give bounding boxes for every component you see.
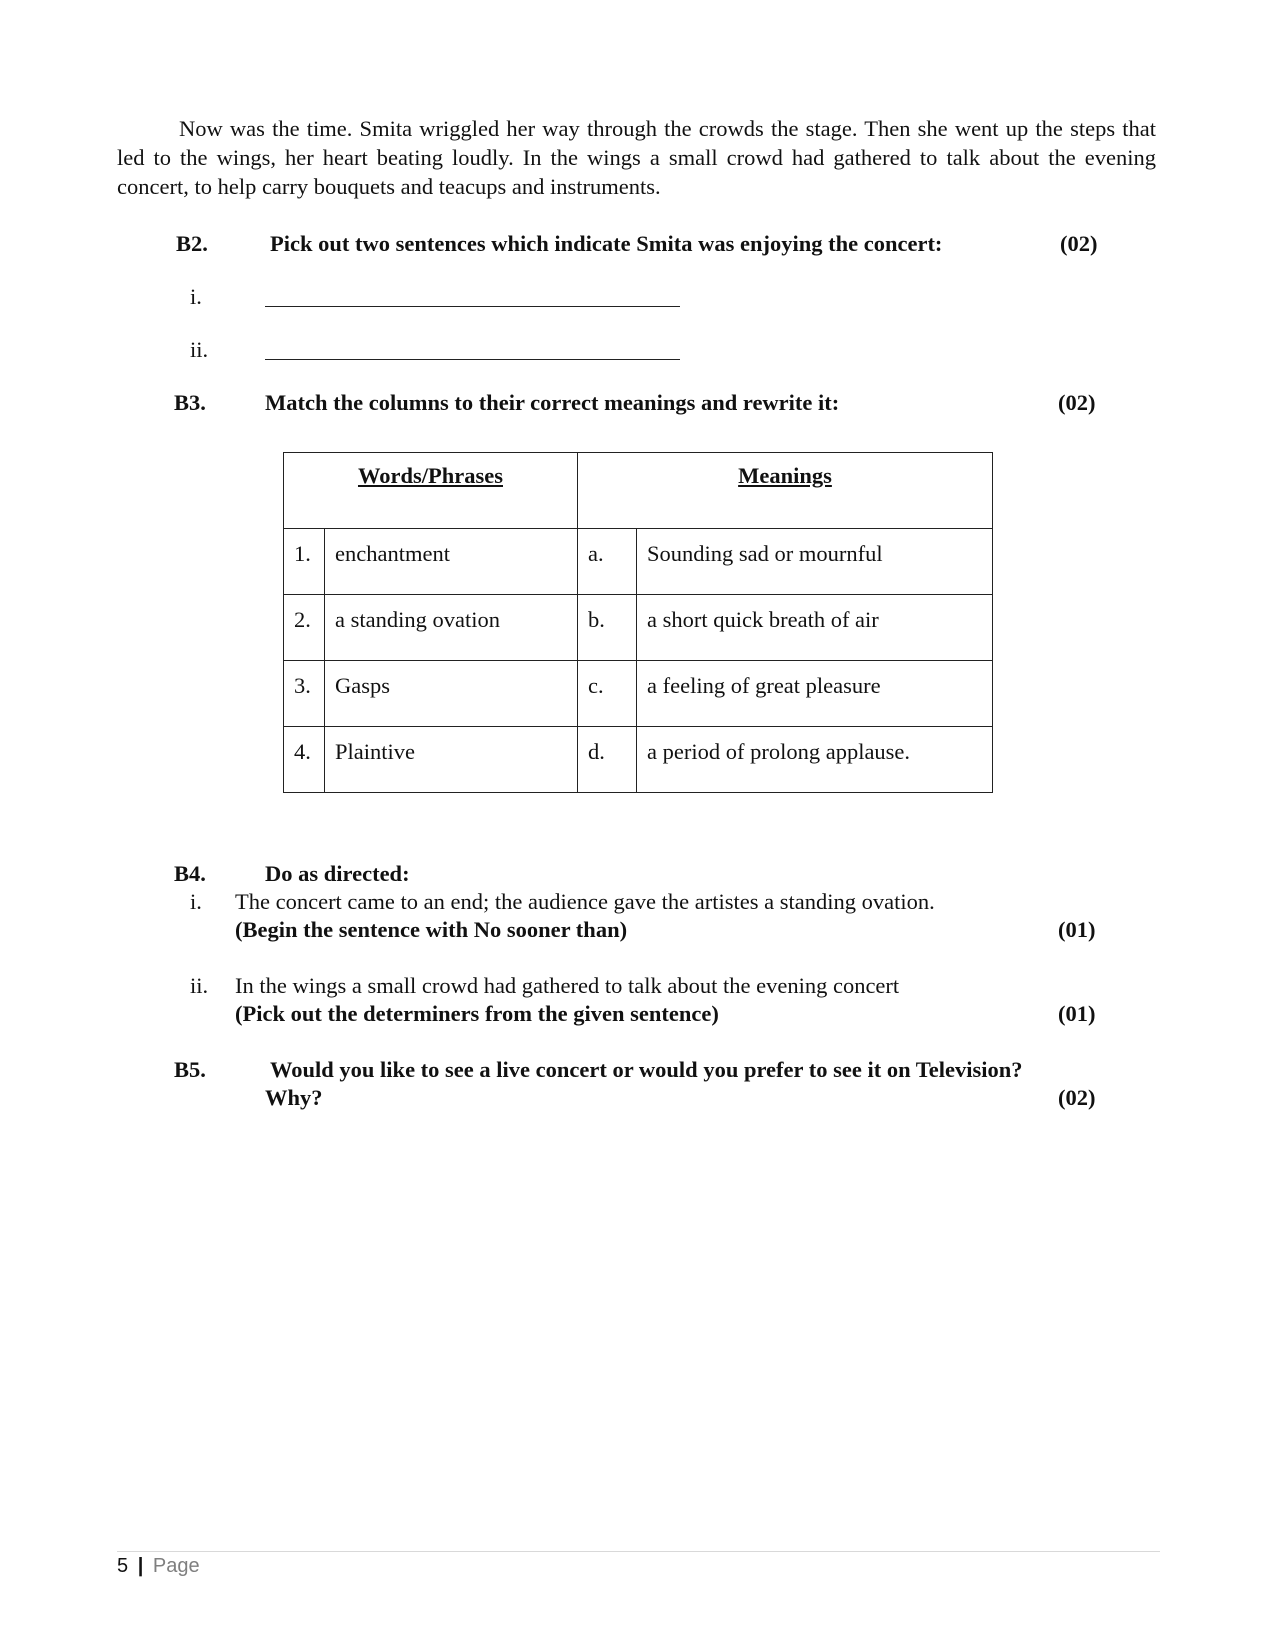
b2-label: B2. xyxy=(176,231,208,256)
b4-item-i-text: The concert came to an end; the audience gave the artistes a standing ovation. xyxy=(235,889,935,914)
row-letter: d. xyxy=(578,727,637,793)
b4-item-ii-text: In the wings a small crowd had gathered to talk about the evening concert xyxy=(235,973,900,998)
row-letter: a. xyxy=(578,529,637,595)
b2-answer-line-i[interactable] xyxy=(265,306,680,307)
b3-label: B3. xyxy=(174,390,206,415)
page-label: Page xyxy=(152,1555,200,1577)
footer-divider xyxy=(117,1551,1160,1552)
b2-item-i-label: i. xyxy=(190,284,202,309)
row-meaning: Sounding sad or mournful xyxy=(637,529,993,595)
b4-label: B4. xyxy=(174,861,206,886)
b5-marks: (02) xyxy=(1058,1085,1096,1110)
b5-question: Would you like to see a live concert or would you prefer to see it on Television? xyxy=(270,1057,1023,1082)
row-word: a standing ovation xyxy=(325,595,578,661)
b2-answer-line-ii[interactable] xyxy=(265,359,680,360)
row-number: 4. xyxy=(284,727,325,793)
b4-item-ii-instruction: (Pick out the determiners from the given sentence) xyxy=(235,1001,719,1026)
b4-item-ii-number: ii. xyxy=(190,973,209,998)
row-meaning: a feeling of great pleasure xyxy=(637,661,993,727)
b4-item-i-marks: (01) xyxy=(1058,917,1096,942)
match-table-header xyxy=(284,453,993,529)
b2-question: Pick out two sentences which indicate Smita was enjoying the concert: xyxy=(270,231,943,256)
b2-marks: (02) xyxy=(1060,231,1098,256)
table-row xyxy=(284,661,993,727)
passage-text: Now was the time. Smita wriggled her way through the crowds the stage. Then she went up the steps that led to the wings, her heart beating loudly. In the wings a small crowd had gathered to talk about the evening concert, to help carry bouquets and teacups and instruments. xyxy=(117,116,1156,199)
b5-question-why: Why? xyxy=(265,1085,323,1110)
b5-label: B5. xyxy=(174,1057,206,1082)
page-footer xyxy=(117,1555,200,1578)
row-meaning: a short quick breath of air xyxy=(637,595,993,661)
b4-item-i-instruction: (Begin the sentence with No sooner than) xyxy=(235,917,628,942)
b4-title: Do as directed: xyxy=(265,861,410,886)
row-meaning: a period of prolong applause. xyxy=(637,727,993,793)
row-letter: c. xyxy=(578,661,637,727)
row-number: 1. xyxy=(284,529,325,595)
row-word: Gasps xyxy=(325,661,578,727)
table-row xyxy=(284,727,993,793)
b3-marks: (02) xyxy=(1058,390,1096,415)
b3-question: Match the columns to their correct meanings and rewrite it: xyxy=(265,390,840,415)
b4-item-i-number: i. xyxy=(190,889,202,914)
footer-separator: | xyxy=(137,1555,144,1577)
row-number: 2. xyxy=(284,595,325,661)
b4-item-ii-marks: (01) xyxy=(1058,1001,1096,1026)
match-table xyxy=(283,452,993,793)
table-row xyxy=(284,529,993,595)
row-word: enchantment xyxy=(325,529,578,595)
page-number: 5 xyxy=(117,1555,129,1577)
row-letter: b. xyxy=(578,595,637,661)
table-row xyxy=(284,595,993,661)
row-number: 3. xyxy=(284,661,325,727)
header-words-phrases: Words/Phrases xyxy=(284,453,578,529)
b2-item-ii-label: ii. xyxy=(190,337,209,362)
row-word: Plaintive xyxy=(325,727,578,793)
header-meanings: Meanings xyxy=(578,453,993,529)
